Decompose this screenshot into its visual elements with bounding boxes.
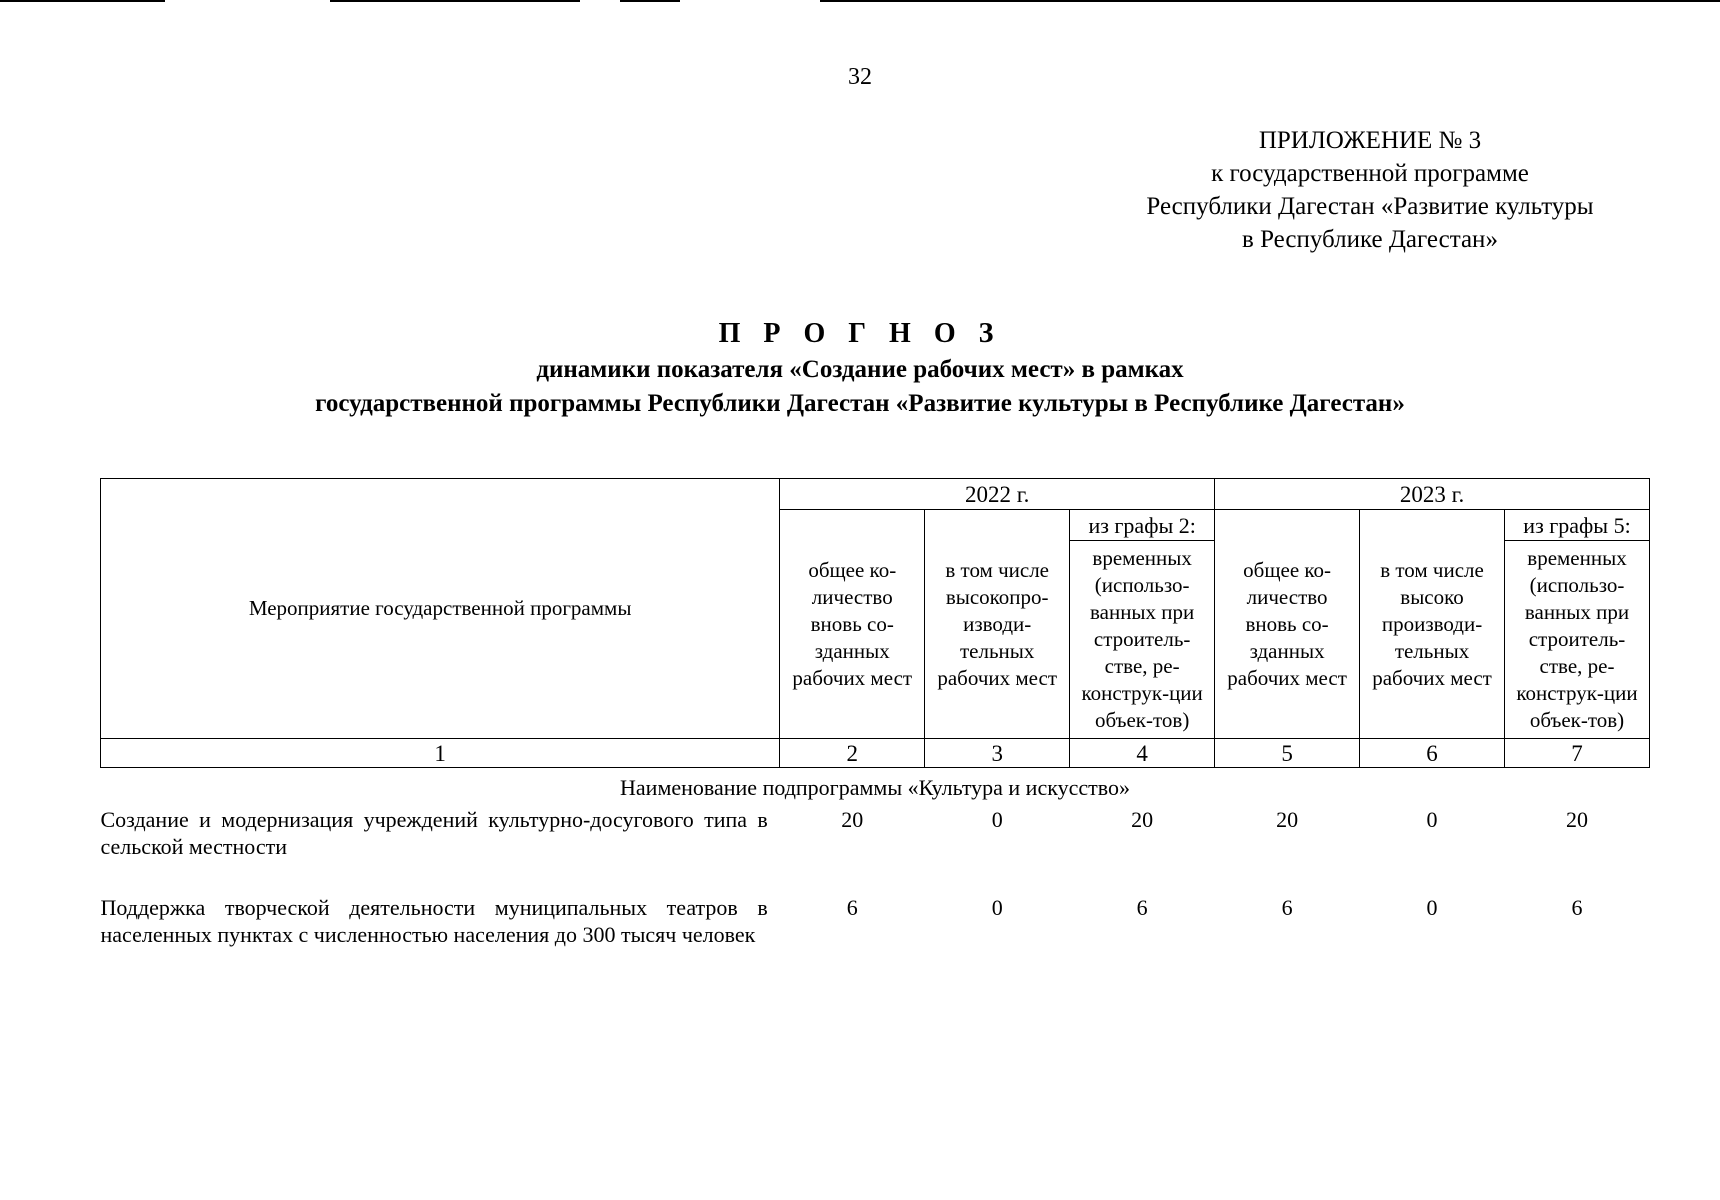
top-scan-rule [820,0,1720,2]
header-col3: в том числе высокопро-изводи-тельных рабочих мест [925,510,1070,739]
title-subline: государственной программы Республики Дагестан «Развитие культуры в Республике Дагестан» [315,390,1405,417]
value-cell: 0 [991,895,1003,920]
header-of-col5: из графы 5: [1505,510,1650,541]
column-number: 1 [101,739,780,768]
top-scan-rule [620,0,680,2]
value-cell: 6 [1136,895,1148,920]
column-number: 7 [1505,739,1650,768]
measure-name: Поддержка творческой деятельности муниципальных театров в населенных пунктах с численностью населения до 300 тысяч человек [100,895,768,947]
header-col6: в том числе высоко производи-тельных рабочих мест [1360,510,1505,739]
value-cell: 20 [1566,807,1588,832]
column-number: 6 [1360,739,1505,768]
top-scan-rule [330,0,580,2]
header-measure: Мероприятие государственной программы [101,479,780,739]
page-number: 32 [848,64,872,90]
top-scan-rule [0,0,165,2]
document-title [100,315,1620,421]
table-row [101,894,1650,994]
subprogram-title: Наименование подпрограммы «Культура и искусство» [620,774,1130,800]
value-cell: 6 [1571,895,1583,920]
value-cell: 20 [1276,807,1299,832]
value-cell: 0 [1426,895,1438,920]
forecast-table [100,478,1650,994]
appendix-header [1060,124,1680,256]
title-subline: динамики показателя «Создание рабочих мест» в рамках [536,356,1184,383]
title-forecast: П Р О Г Н О З [718,318,1002,349]
appendix-line: ПРИЛОЖЕНИЕ № 3 [1258,127,1482,154]
value-cell: 0 [991,807,1003,832]
column-number: 2 [780,739,925,768]
appendix-line: в Республике Дагестан» [1242,226,1498,253]
appendix-line: к государственной программе [1211,160,1529,187]
header-col5: общее ко-личество вновь со-зданных рабочих мест [1215,510,1360,739]
table-row [101,806,1650,894]
header-col4: временных (использо-ванных при строитель-стве, ре-конструк-ции объек-тов) [1070,541,1215,739]
column-number-row [101,739,1650,768]
value-cell: 20 [1131,807,1154,832]
value-cell: 6 [846,895,858,920]
header-year-2022: 2022 г. [780,479,1215,510]
header-of-col2: из графы 2: [1070,510,1215,541]
column-number: 5 [1215,739,1360,768]
column-number: 4 [1070,739,1215,768]
measure-name: Создание и модернизация учреждений культурно-досугового типа в сельской местности [100,807,768,859]
column-number: 3 [925,739,1070,768]
value-cell: 0 [1426,807,1438,832]
value-cell: 20 [841,807,864,832]
header-col2: общее ко-личество вновь со-зданных рабочих мест [780,510,925,739]
value-cell: 6 [1281,895,1293,920]
header-col7: временных (использо-ванных при строитель-стве, ре-конструк-ции объек-тов) [1505,541,1650,739]
header-year-2023: 2023 г. [1215,479,1650,510]
appendix-line: Республики Дагестан «Развитие культуры [1146,193,1594,220]
